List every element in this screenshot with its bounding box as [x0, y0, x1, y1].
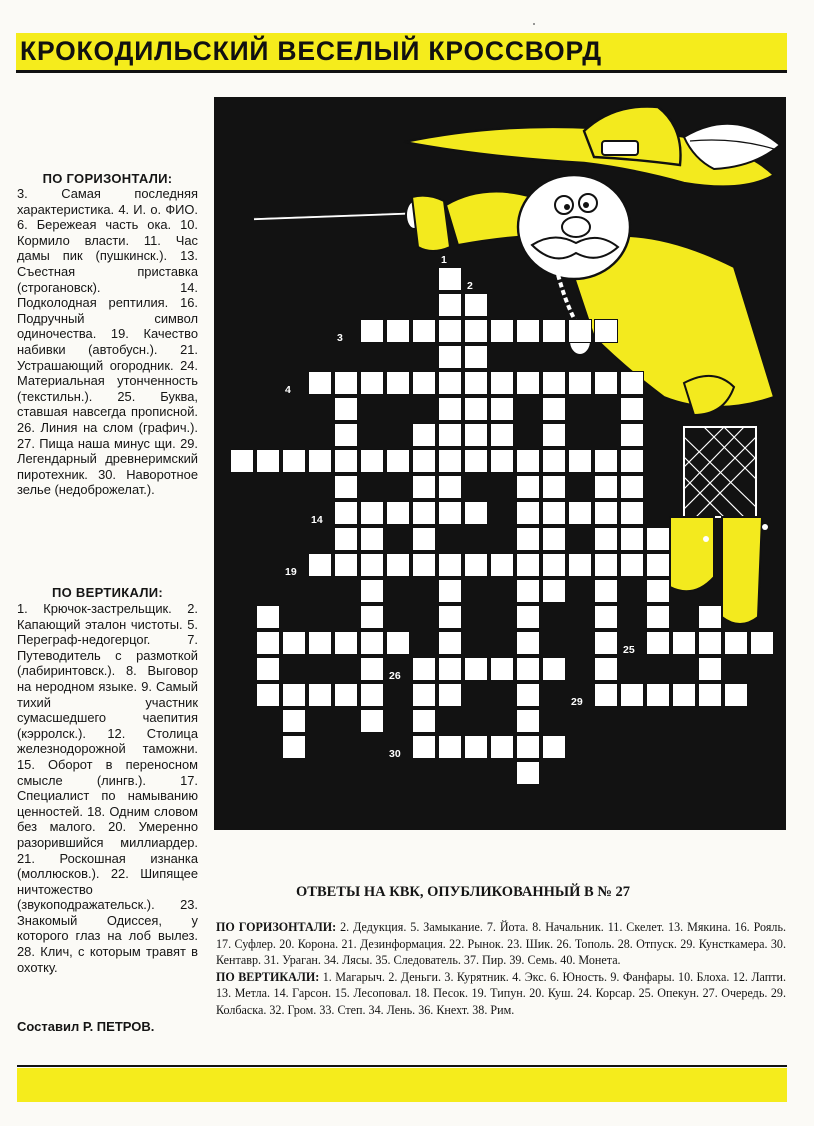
title-underline [16, 70, 787, 73]
crossword-cell [334, 423, 358, 447]
crossword-cell [334, 631, 358, 655]
crossword-number: 5 [337, 384, 343, 396]
crossword-cell [334, 683, 358, 707]
crossword-cell [620, 449, 644, 473]
crossword-cell [412, 683, 436, 707]
down-clues: 1. Крючок-застрельщик. 2. Капающий эталон чистоты. 5. Переграф-недогерцог. 7. Путеводитель с размоткой (лабиринтовск.). 8. Выговор на неродном языке. 9. Самый тихий участник сумасшедшего чаепития (кэрролск.). 12. Столица железнодорожной таможни. 15. Оборот в переносном смысле (лингв.). 17. Специалист по намыванию ценностей. 18. Одним словом без малого. 20. Умеренно разорившийся миллиардер. 21. Роскошная изнанка (моллюсков.). 22. Шипящее ничтожество (звукоподражательск.). 23. Знакомый Одиссея, у которого глаз на лоб вылез. 28. Клич, с которым травят в охотку. [17, 601, 198, 975]
crossword-cell [386, 553, 410, 577]
crossword-cell [464, 397, 488, 421]
crossword-cell [490, 735, 514, 759]
crossword-cell [750, 631, 774, 655]
crossword-number: 27 [259, 696, 271, 708]
crossword-cell [594, 605, 618, 629]
crossword-cell [646, 631, 670, 655]
crossword-cell [568, 501, 592, 525]
crossword-cell [360, 371, 384, 395]
crossword-cell [646, 553, 670, 577]
crossword-cell [620, 553, 644, 577]
crossword-cell [490, 319, 514, 343]
crossword-cell [308, 631, 332, 655]
crossword-cell [438, 553, 462, 577]
down-heading: ПО ВЕРТИКАЛИ: [51, 585, 164, 600]
crossword-cell [438, 293, 462, 317]
crossword-cell [308, 371, 332, 395]
crossword-cell [464, 449, 488, 473]
crossword-cell [490, 423, 514, 447]
crossword-cell [438, 423, 462, 447]
crossword-number: 22 [259, 618, 271, 630]
crossword-cell [542, 657, 566, 681]
crossword-number: 4 [285, 384, 291, 396]
crossword-number: 14 [311, 514, 323, 526]
crossword-cell [464, 423, 488, 447]
crossword-cell [620, 683, 644, 707]
crossword-number: 26 [389, 670, 401, 682]
crossword-cell [516, 527, 540, 551]
crossword-cell [542, 501, 566, 525]
crossword-cell [490, 657, 514, 681]
crossword-cell [360, 683, 384, 707]
crossword-cell [464, 735, 488, 759]
crossword-cell [516, 761, 540, 785]
across-heading: ПО ГОРИЗОНТАЛИ: [42, 171, 173, 186]
crossword-cell [360, 527, 384, 551]
crossword-cell [360, 605, 384, 629]
crossword-number: 6 [493, 384, 499, 396]
crossword-cell [464, 553, 488, 577]
crossword-cell [412, 709, 436, 733]
crossword-cell [438, 449, 462, 473]
crossword-cell [412, 501, 436, 525]
crossword-cell [594, 553, 618, 577]
across-clues: 3. Самая последняя характеристика. 4. И. о. ФИО. 6. Бережеая часть ока. 10. Кормило власти. 11. Час дамы пик (пушкинск.). 13. Съестная приставка (строгановск). 14. Подколодная рептилия. 16. Подручный символ одиночества. 19. Качество набивки (автобусн.). 21. Устрашающий огородник. 24. Материальная утонченность (текстильн.). 25. Буква, ставшая навсегда прописной. 26. Линия на слом (графич.). 27. Пища наша минус щи. 29. Легендарный древнеримский пиротехник. 30. Наворотное зелье (недоброжелат.). [17, 186, 198, 498]
crossword-cell [412, 735, 436, 759]
crossword-cell [620, 475, 644, 499]
credit-author: Р. ПЕТРОВ. [82, 1019, 155, 1034]
crossword-cell [646, 605, 670, 629]
crossword-cell [568, 553, 592, 577]
crossword-panel [214, 97, 786, 830]
crossword-cell [438, 345, 462, 369]
crossword-cell [412, 371, 436, 395]
crossword-cell [412, 449, 436, 473]
crossword-cell [464, 319, 488, 343]
crossword-number: 13 [597, 462, 609, 474]
answers-down-text: 1. Магарыч. 2. Деньги. 3. Курятник. 4. Экс. 6. Юность. 9. Фанфары. 10. Блоха. 12. Лапти. 13. Метла. 14. Гарсон. 15. Лесоповал. 18. Песок. 19. Типун. 20. Куш. 24. Корсар. 25. Опекун. 27. Очередь. 29. Колбаска. 32. Гром. 33. Степ. 34. Лень. 36. Кнехт. 38. Рим. [216, 969, 786, 1017]
answers-across-heading: ПО ГОРИЗОНТАЛИ: [216, 920, 337, 934]
crossword-cell [698, 683, 722, 707]
crossword-number: 18 [649, 540, 661, 552]
crossword-cell [620, 397, 644, 421]
crossword-cell [360, 657, 384, 681]
crossword-cell [282, 631, 306, 655]
crossword-cell [464, 371, 488, 395]
crossword-cell [386, 371, 410, 395]
crossword-cell [542, 475, 566, 499]
crossword-cell [438, 371, 462, 395]
title-bar [16, 33, 787, 71]
crossword-cell [646, 579, 670, 603]
crossword-cell [308, 553, 332, 577]
crossword-number: 1 [441, 254, 447, 266]
crossword-cell [620, 527, 644, 551]
crossword-cell [672, 683, 696, 707]
crossword-cell [282, 735, 306, 759]
crossword-cell [386, 501, 410, 525]
crossword-cell [516, 319, 540, 343]
crossword-number: 19 [285, 566, 297, 578]
crossword-cell [360, 501, 384, 525]
answers-across-text: 2. Дедукция. 5. Замыкание. 7. Йота. 8. Начальник. 11. Скелет. 13. Мякина. 16. Рояль. 17. Суфлер. 20. Корона. 21. Дезинформация. 22. Рынок. 23. Шик. 26. Тополь. 28. Отпуск. 29. Кунсткамера. 30. Кентавр. 31. Ураган. 34. Лясы. 35. Следователь. 37. Пир. 39. Семь. 40. Монета. [216, 920, 786, 968]
crossword-cell [620, 423, 644, 447]
crossword-cell [438, 319, 462, 343]
crossword-cell [308, 449, 332, 473]
crossword-cell [360, 449, 384, 473]
crossword-cell [282, 449, 306, 473]
crossword-cell [412, 319, 436, 343]
crossword-cell [464, 501, 488, 525]
crossword-cell [334, 449, 358, 473]
crossword-cell [594, 683, 618, 707]
footer-rule [17, 1065, 787, 1067]
crossword-number: 25 [623, 644, 635, 656]
crossword-cell [594, 371, 618, 395]
crossword-cell [516, 579, 540, 603]
crossword-cell [516, 735, 540, 759]
crossword-cell [542, 319, 566, 343]
crossword-cell [412, 527, 436, 551]
crossword-number: 15 [337, 514, 349, 526]
crossword-cell [594, 631, 618, 655]
crossword-cell [360, 579, 384, 603]
crossword-cell [360, 319, 384, 343]
crossword-cell [516, 657, 540, 681]
crossword-cell [256, 657, 280, 681]
answers-block [216, 919, 786, 1019]
crossword-cell [724, 683, 748, 707]
crossword-cell [464, 345, 488, 369]
credit-label: Составил [17, 1019, 80, 1034]
crossword-cell [438, 605, 462, 629]
crossword-cell [360, 553, 384, 577]
crossword-cell [542, 735, 566, 759]
crossword-number: 11 [389, 462, 401, 474]
crossword-cell [412, 475, 436, 499]
crossword-cell [334, 475, 358, 499]
crossword-cell [386, 631, 410, 655]
print-speck [533, 23, 535, 25]
page-title: КРОКОДИЛЬСКИЙ ВЕСЕЛЫЙ КРОССВОРД [20, 36, 602, 66]
crossword-number: 7 [545, 384, 551, 396]
crossword-cell [360, 631, 384, 655]
crossword-number: 30 [389, 748, 401, 760]
crossword-cell [438, 579, 462, 603]
crossword-cell [542, 423, 566, 447]
crossword-cell [516, 683, 540, 707]
crossword-number: 12 [519, 462, 531, 474]
crossword-cell [386, 319, 410, 343]
crossword-cell [438, 735, 462, 759]
crossword-cell [334, 397, 358, 421]
crossword-cell [594, 579, 618, 603]
crossword-cell [698, 631, 722, 655]
crossword-number: 20 [415, 566, 427, 578]
footer-bar [17, 1068, 787, 1102]
crossword-cell [542, 579, 566, 603]
crossword-cell [308, 683, 332, 707]
crossword-cell [490, 397, 514, 421]
crossword-cell [464, 293, 488, 317]
crossword-number: 8 [623, 384, 629, 396]
crossword-cell [438, 631, 462, 655]
crossword-number: 29 [571, 696, 583, 708]
crossword-cell [594, 475, 618, 499]
crossword-cell [438, 657, 462, 681]
crossword-number: 28 [285, 696, 297, 708]
crossword-number: 21 [519, 566, 531, 578]
crossword-cell [282, 709, 306, 733]
crossword-cell [542, 397, 566, 421]
crossword-cell [438, 397, 462, 421]
crossword-number: 23 [701, 618, 713, 630]
crossword-cell [646, 683, 670, 707]
answers-title: ОТВЕТЫ НА КВК, ОПУБЛИКОВАННЫЙ В № 27 [296, 884, 631, 900]
crossword-cell [568, 371, 592, 395]
crossword-number: 2 [467, 280, 473, 292]
crossword-cell [490, 449, 514, 473]
crossword-cell [464, 657, 488, 681]
crossword-cell [516, 475, 540, 499]
crossword-cell [438, 267, 462, 291]
crossword-cell [594, 527, 618, 551]
crossword-cell [438, 501, 462, 525]
crossword-cell [594, 657, 618, 681]
crossword-cell [516, 605, 540, 629]
crossword-cell [516, 631, 540, 655]
crossword-cell [360, 709, 384, 733]
credit [17, 1019, 154, 1034]
crossword-cell [568, 449, 592, 473]
crossword-cell [334, 553, 358, 577]
crossword-number: 24 [259, 644, 271, 656]
crossword-cell [438, 683, 462, 707]
crossword-cell [568, 319, 592, 343]
crossword-cell [620, 501, 644, 525]
crossword-cell [256, 449, 280, 473]
crossword-number: 10 [233, 462, 245, 474]
crossword-cell [542, 553, 566, 577]
crossword-cell [438, 475, 462, 499]
crossword-number: 16 [519, 514, 531, 526]
crossword-cell [412, 657, 436, 681]
answers-down-heading: ПО ВЕРТИКАЛИ: [216, 969, 320, 984]
crossword-cell [542, 449, 566, 473]
crossword-cell [516, 709, 540, 733]
crossword-cell [334, 527, 358, 551]
crossword-cell [516, 371, 540, 395]
crossword-cell [594, 319, 618, 343]
crossword-cell [698, 657, 722, 681]
crossword-number: 9 [415, 436, 421, 448]
crossword-cell [672, 631, 696, 655]
crossword-cell [724, 631, 748, 655]
crossword-cell [542, 527, 566, 551]
crossword-number: 17 [597, 514, 609, 526]
crossword-number: 3 [337, 332, 343, 344]
crossword-cell [490, 553, 514, 577]
